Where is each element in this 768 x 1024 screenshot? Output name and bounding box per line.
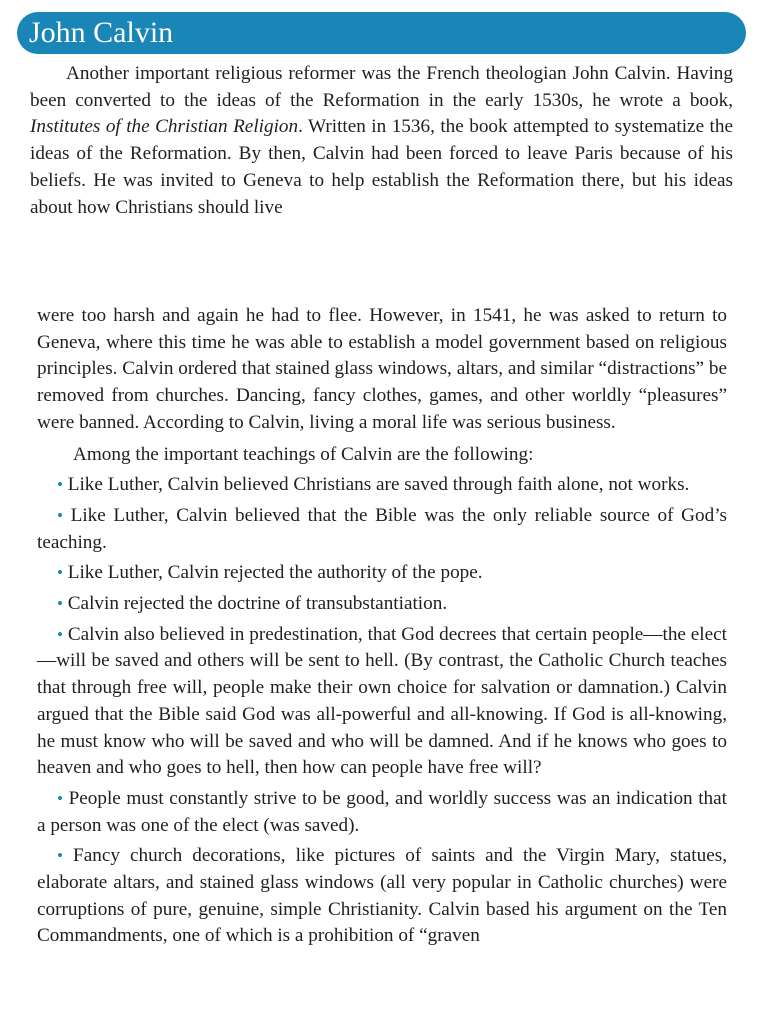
bullet-icon: •: [57, 624, 63, 644]
bullet-text: People must constantly strive to be good, and worldly success was an indication that a person was one of the elect (was saved).: [37, 787, 727, 836]
list-intro: Among the important teachings of Calvin are the following:: [73, 443, 534, 465]
bullet-text: Calvin rejected the doctrine of transubstantiation.: [67, 593, 448, 615]
bullet-text: Fancy church decorations, like pictures of saints and the Virgin Mary, statues, elaborate altars, and stained glass windows (all very popular in Catholic churches) were corruptions of pure, genuine, simple Christianity. Calvin based his argument on the Ten Commandments, one of which is a prohibition of “graven: [37, 845, 728, 947]
paragraph-continuation: were too harsh and again he had to flee. However, in 1541, he was asked to return to Geneva, where this time he was able to establish a model government based on religious principles. Calvin ordered that stained glass windows, altars, and similar “distractions” be removed from churches. Dancing, fancy clothes, games, and other worldly “pleasures” were banned. According to Calvin, living a moral life was serious business.: [37, 305, 727, 433]
bullet-icon: •: [57, 475, 63, 495]
book-title: Institutes of the Christian Religion: [30, 116, 299, 138]
bullet-icon: •: [57, 594, 63, 614]
bullet-item: [37, 622, 727, 782]
bottom-text-block: [37, 303, 727, 950]
bullet-text: Like Luther, Calvin rejected the authority of the pope.: [67, 562, 483, 584]
bullet-item: [37, 843, 727, 950]
bullet-text: Like Luther, Calvin believed that the Bible was the only reliable source of God’s teaching.: [37, 504, 727, 553]
bullet-item: [37, 503, 727, 556]
paragraph-intro: [30, 61, 733, 221]
bullet-icon: •: [57, 846, 63, 866]
bullet-item: [37, 560, 727, 587]
bullet-item: [37, 786, 727, 839]
bullet-icon: •: [57, 788, 63, 808]
section-title: John Calvin: [29, 16, 174, 49]
bullet-icon: •: [57, 505, 63, 525]
section-header-bar: [17, 12, 746, 54]
bullet-text: Like Luther, Calvin believed Christians are saved through faith alone, not works.: [67, 474, 690, 496]
paragraph-text: Another important religious reformer was the French theologian John Calvin. Having been converted to the ideas of the Reformation in the early 1530s, he wrote a book,: [30, 63, 733, 111]
bullet-text: Calvin also believed in predestination, that God decrees that certain people—the elect—will be saved and others will be sent to hell. (By contrast, the Catholic Church teaches that through free will, people make their own choice for salvation or damnation.) Calvin argued that the Bible said God was all-powerful and all-knowing. If God is all-knowing, he must know who will be saved and who will be damned. And if he knows who goes to heaven and who goes to hell, then how can people have free will?: [37, 623, 728, 779]
bullet-icon: •: [57, 563, 63, 583]
paragraph-text: . Written in 1536, the book attempted to systematize the ideas of the Reformation. By then, Calvin had been forced to leave Paris because of his beliefs. He was invited to Geneva to help establish the Reformation there, but his ideas about how Christians should live: [30, 116, 733, 218]
bullet-item: [37, 591, 727, 618]
top-text-block: [30, 61, 733, 221]
bullet-item: [37, 472, 727, 499]
